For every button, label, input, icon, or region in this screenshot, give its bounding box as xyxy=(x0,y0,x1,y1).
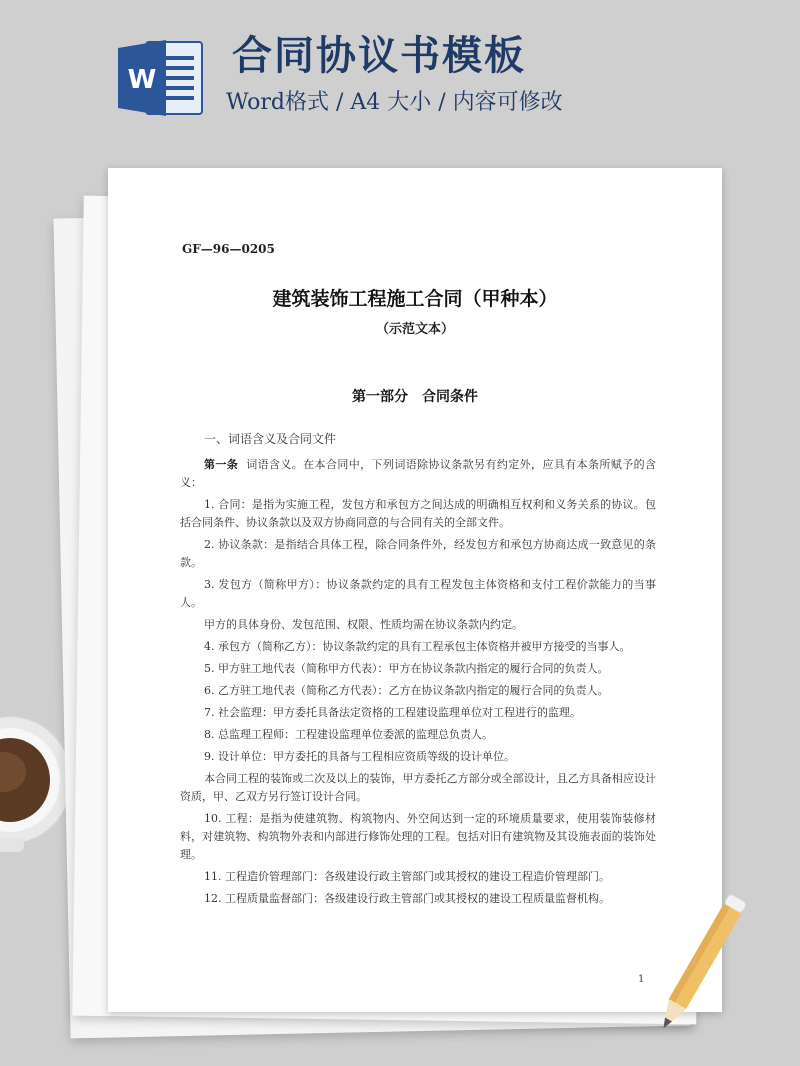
document-body xyxy=(180,456,656,912)
list-item: 10. 工程：是指为使建筑物、构筑物内、外空间达到一定的环境质量要求，使用装饰装修材料，对建筑物、构筑物外表和内部进行修饰处理的工程。包括对旧有建筑物及其设施表面的装饰处理。 xyxy=(180,812,656,861)
list-item: 1. 合同：是指为实施工程，发包方和承包方之间达成的明确相互权利和义务关系的协议。包括合同条件、协议条款以及双方协商同意的与合同有关的全部文件。 xyxy=(180,498,656,529)
part-heading: 第一部分 合同条件 xyxy=(352,389,478,405)
word-icon-letter: W xyxy=(127,65,157,95)
article-text: 词语含义。在本合同中，下列词语除协议条款另有约定外，应具有本条所赋予的含义： xyxy=(180,458,657,489)
page-subtitle: Word格式 / A4 大小 / 内容可修改 xyxy=(226,90,563,115)
list-item: 甲方的具体身份、发包范围、权限、性质均需在协议条款内约定。 xyxy=(204,618,523,631)
header xyxy=(0,0,800,160)
page-number: 1 xyxy=(638,974,645,985)
list-item: 3. 发包方（简称甲方）：协议条款约定的具有工程发包主体资格和支付工程价款能力的当事人。 xyxy=(180,578,656,609)
list-item: 4. 承包方（简称乙方）：协议条款约定的具有工程承包主体资格并被甲方接受的当事人。 xyxy=(204,640,631,653)
section-heading: 一、词语含义及合同文件 xyxy=(204,432,337,446)
word-icon xyxy=(116,38,204,118)
list-item: 本合同工程的装饰或二次及以上的装饰，甲方委托乙方部分或全部设计，且乙方具备相应设计资质，甲、乙双方另行签订设计合同。 xyxy=(180,772,656,803)
page-title: 合同协议书模板 xyxy=(232,33,526,79)
list-item: 11. 工程造价管理部门：各级建设行政主管部门或其授权的建设工程造价管理部门。 xyxy=(204,870,610,883)
list-item: 7. 社会监理：甲方委托具备法定资格的工程建设监理单位对工程进行的监理。 xyxy=(204,706,581,719)
list-item: 9. 设计单位：甲方委托的具备与工程相应资质等级的设计单位。 xyxy=(204,750,515,763)
list-item: 6. 乙方驻工地代表（简称乙方代表）：乙方在协议条款内指定的履行合同的负责人。 xyxy=(204,684,609,697)
list-item: 5. 甲方驻工地代表（简称甲方代表）：甲方在协议条款内指定的履行合同的负责人。 xyxy=(204,662,609,675)
pencil-icon xyxy=(640,880,760,1050)
document-title: 建筑装饰工程施工合同（甲种本） xyxy=(272,288,558,310)
article-paragraph xyxy=(180,456,656,492)
document-code: GF—96—0205 xyxy=(182,242,275,256)
document-subtitle: （示范文本） xyxy=(375,322,454,337)
list-item: 8. 总监理工程师：工程建设监理单位委派的监理总负责人。 xyxy=(204,728,493,741)
list-item: 2. 协议条款：是指结合具体工程，除合同条件外，经发包方和承包方协商达成一致意见的条款。 xyxy=(180,538,656,569)
coffee-cup-icon xyxy=(0,700,70,860)
article-label: 第一条 xyxy=(204,458,239,471)
list-item: 12. 工程质量监督部门：各级建设行政主管部门或其授权的建设工程质量监督机构。 xyxy=(204,892,610,905)
document-page xyxy=(108,168,722,1012)
